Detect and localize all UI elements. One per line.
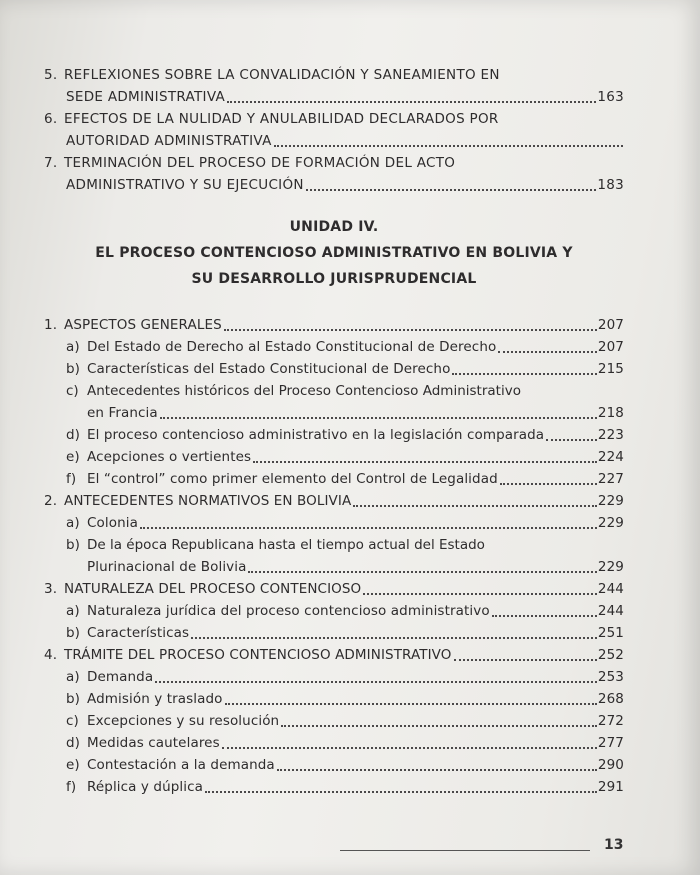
toc-entry-line — [44, 130, 624, 152]
toc-subentry: b) Admisión y traslado 268 — [44, 688, 624, 710]
dot-leader — [274, 135, 623, 147]
unit-heading — [44, 214, 624, 292]
page-number: 224 — [597, 449, 624, 465]
page-number: 252 — [597, 647, 624, 663]
page-number: 227 — [597, 471, 624, 487]
toc-subentry: d) El proceso contencioso administrativo en la legislación comparada 223 — [44, 424, 624, 446]
page-number: 229 — [597, 515, 624, 531]
dot-leader — [454, 649, 597, 661]
subentry-title: Plurinacional de Bolivia — [87, 559, 247, 575]
dot-leader — [140, 517, 597, 529]
page-number: 244 — [597, 581, 624, 597]
toc-subentry: c) Excepciones y su resolución 272 — [44, 710, 624, 732]
dot-leader — [191, 627, 597, 639]
entry-title-line: AUTORIDAD ADMINISTRATIVA — [66, 133, 272, 149]
dot-leader — [498, 341, 597, 353]
toc-subentry: e) Contestación a la demanda 290 — [44, 754, 624, 776]
dot-leader — [452, 363, 596, 375]
subentry-title: Acepciones o vertientes — [87, 449, 252, 465]
toc-subentry: a) Naturaleza jurídica del proceso contencioso administrativo 244 — [44, 600, 624, 622]
toc-entry-6 — [44, 108, 624, 152]
toc-entry-5 — [44, 64, 624, 108]
dot-leader — [227, 91, 596, 103]
dot-leader — [492, 605, 597, 617]
dot-leader — [546, 429, 597, 441]
toc-subentry: b) Características del Estado Constitucional de Derecho 215 — [44, 358, 624, 380]
page-number: 291 — [597, 779, 624, 795]
subentry-title: Réplica y dúplica — [87, 779, 204, 795]
page-number: 272 — [597, 713, 624, 729]
dot-leader — [225, 693, 597, 705]
dot-leader — [281, 715, 597, 727]
section-title: ASPECTOS GENERALES — [64, 317, 222, 333]
toc-subentry: a) Demanda 253 — [44, 666, 624, 688]
page-folio-number: 13 — [604, 837, 624, 853]
toc-entry-line: 5. REFLEXIONES SOBRE LA CONVALIDACIÓN Y SANEAMIENTO EN — [44, 67, 500, 83]
dot-leader — [363, 583, 597, 595]
toc-subentry-continuation — [44, 556, 624, 578]
subentry-title: Medidas cautelares — [87, 735, 220, 751]
toc-entry-line — [44, 174, 624, 196]
subentry-title: De la época Republicana hasta el tiempo actual del Estado — [87, 537, 485, 553]
dot-leader — [205, 781, 597, 793]
section-title: NATURALEZA DEL PROCESO CONTENCIOSO — [64, 581, 362, 597]
toc-section-3: 3. NATURALEZA DEL PROCESO CONTENCIOSO 244 — [44, 578, 624, 600]
subentry-title: Antecedentes históricos del Proceso Contencioso Administrativo — [87, 383, 521, 399]
toc-subentry-continuation — [44, 402, 624, 424]
unit-title: UNIDAD IV. — [289, 219, 379, 235]
toc-entry-line — [44, 86, 624, 108]
page-number: 218 — [597, 405, 624, 421]
toc-subentry: f) Réplica y dúplica 291 — [44, 776, 624, 798]
entry-title-line: ADMINISTRATIVO Y SU EJECUCIÓN — [66, 177, 304, 193]
toc-entry-line: 6. EFECTOS DE LA NULIDAD Y ANULABILIDAD DECLARADOS POR — [44, 111, 499, 127]
table-of-contents — [44, 64, 624, 798]
subentry-title: Demanda — [87, 669, 154, 685]
page-number: 207 — [597, 339, 624, 355]
toc-subentry: b) Características 251 — [44, 622, 624, 644]
subentry-title: Excepciones y su resolución — [87, 713, 280, 729]
dot-leader — [248, 561, 596, 573]
subentry-title: El “control” como primer elemento del Control de Legalidad — [87, 471, 498, 487]
page-number: 244 — [597, 603, 624, 619]
toc-section-1: 1. ASPECTOS GENERALES 207 — [44, 314, 624, 336]
entry-title-line: SEDE ADMINISTRATIVA — [66, 89, 226, 105]
toc-section-2: 2. ANTECEDENTES NORMATIVOS EN BOLIVIA 229 — [44, 490, 624, 512]
toc-subentry: a) Colonia 229 — [44, 512, 624, 534]
entry-title-line: TERMINACIÓN DEL PROCESO DE FORMACIÓN DEL ACTO — [64, 155, 456, 171]
dot-leader — [155, 671, 597, 683]
toc-subentry: a) Del Estado de Derecho al Estado Constitucional de Derecho 207 — [44, 336, 624, 358]
subentry-title: Naturaleza jurídica del proceso contencioso administrativo — [87, 603, 490, 619]
toc-subentry: d) Medidas cautelares 277 — [44, 732, 624, 754]
dot-leader — [500, 473, 597, 485]
page-number: 207 — [597, 317, 624, 333]
section-title: TRÁMITE DEL PROCESO CONTENCIOSO ADMINISTRATIVO — [64, 647, 452, 663]
dot-leader — [160, 407, 597, 419]
subentry-title: Colonia — [87, 515, 138, 531]
toc-subentry: e) Acepciones o vertientes 224 — [44, 446, 624, 468]
page-number: 215 — [597, 361, 624, 377]
page-number: 290 — [597, 757, 624, 773]
toc-entry-line: 7. TERMINACIÓN DEL PROCESO DE FORMACIÓN DEL ACTO — [44, 155, 456, 171]
footer-rule — [340, 850, 590, 851]
unit-subtitle-line: EL PROCESO CONTENCIOSO ADMINISTRATIVO EN BOLIVIA Y — [95, 245, 573, 261]
page-number: 163 — [597, 89, 624, 105]
toc-subentry: b) De la época Republicana hasta el tiempo actual del Estado — [66, 537, 485, 553]
dot-leader — [353, 495, 597, 507]
dot-leader — [306, 179, 597, 191]
page-number: 253 — [597, 669, 624, 685]
toc-subentry: f) El “control” como primer elemento del Control de Legalidad 227 — [44, 468, 624, 490]
page-number: 229 — [597, 493, 624, 509]
dot-leader — [253, 451, 597, 463]
toc-entry-7 — [44, 152, 624, 196]
page-number: 268 — [597, 691, 624, 707]
entry-title-line: EFECTOS DE LA NULIDAD Y ANULABILIDAD DECLARADOS POR — [64, 111, 499, 127]
entry-title-line: REFLEXIONES SOBRE LA CONVALIDACIÓN Y SANEAMIENTO EN — [64, 67, 500, 83]
page-number: 223 — [597, 427, 624, 443]
section-title: ANTECEDENTES NORMATIVOS EN BOLIVIA — [64, 493, 352, 509]
page-number: 251 — [597, 625, 624, 641]
dot-leader — [222, 737, 597, 749]
page-number: 183 — [597, 177, 624, 193]
page-number: 229 — [597, 559, 624, 575]
subentry-title: Admisión y traslado — [87, 691, 223, 707]
subentry-title: El proceso contencioso administrativo en la legislación comparada — [87, 427, 545, 443]
subentry-title: Características del Estado Constitucional de Derecho — [87, 361, 451, 377]
toc-subentry: c) Antecedentes históricos del Proceso Contencioso Administrativo — [66, 383, 521, 399]
unit-subtitle-line: SU DESARROLLO JURISPRUDENCIAL — [191, 271, 477, 287]
subentry-title: Contestación a la demanda — [87, 757, 275, 773]
dot-leader — [277, 759, 597, 771]
subentry-title: en Francia — [87, 405, 158, 421]
dot-leader — [224, 319, 597, 331]
page-number: 277 — [597, 735, 624, 751]
subentry-title: Del Estado de Derecho al Estado Constitucional de Derecho — [87, 339, 497, 355]
toc-section-4: 4. TRÁMITE DEL PROCESO CONTENCIOSO ADMINISTRATIVO 252 — [44, 644, 624, 666]
subentry-title: Características — [87, 625, 190, 641]
